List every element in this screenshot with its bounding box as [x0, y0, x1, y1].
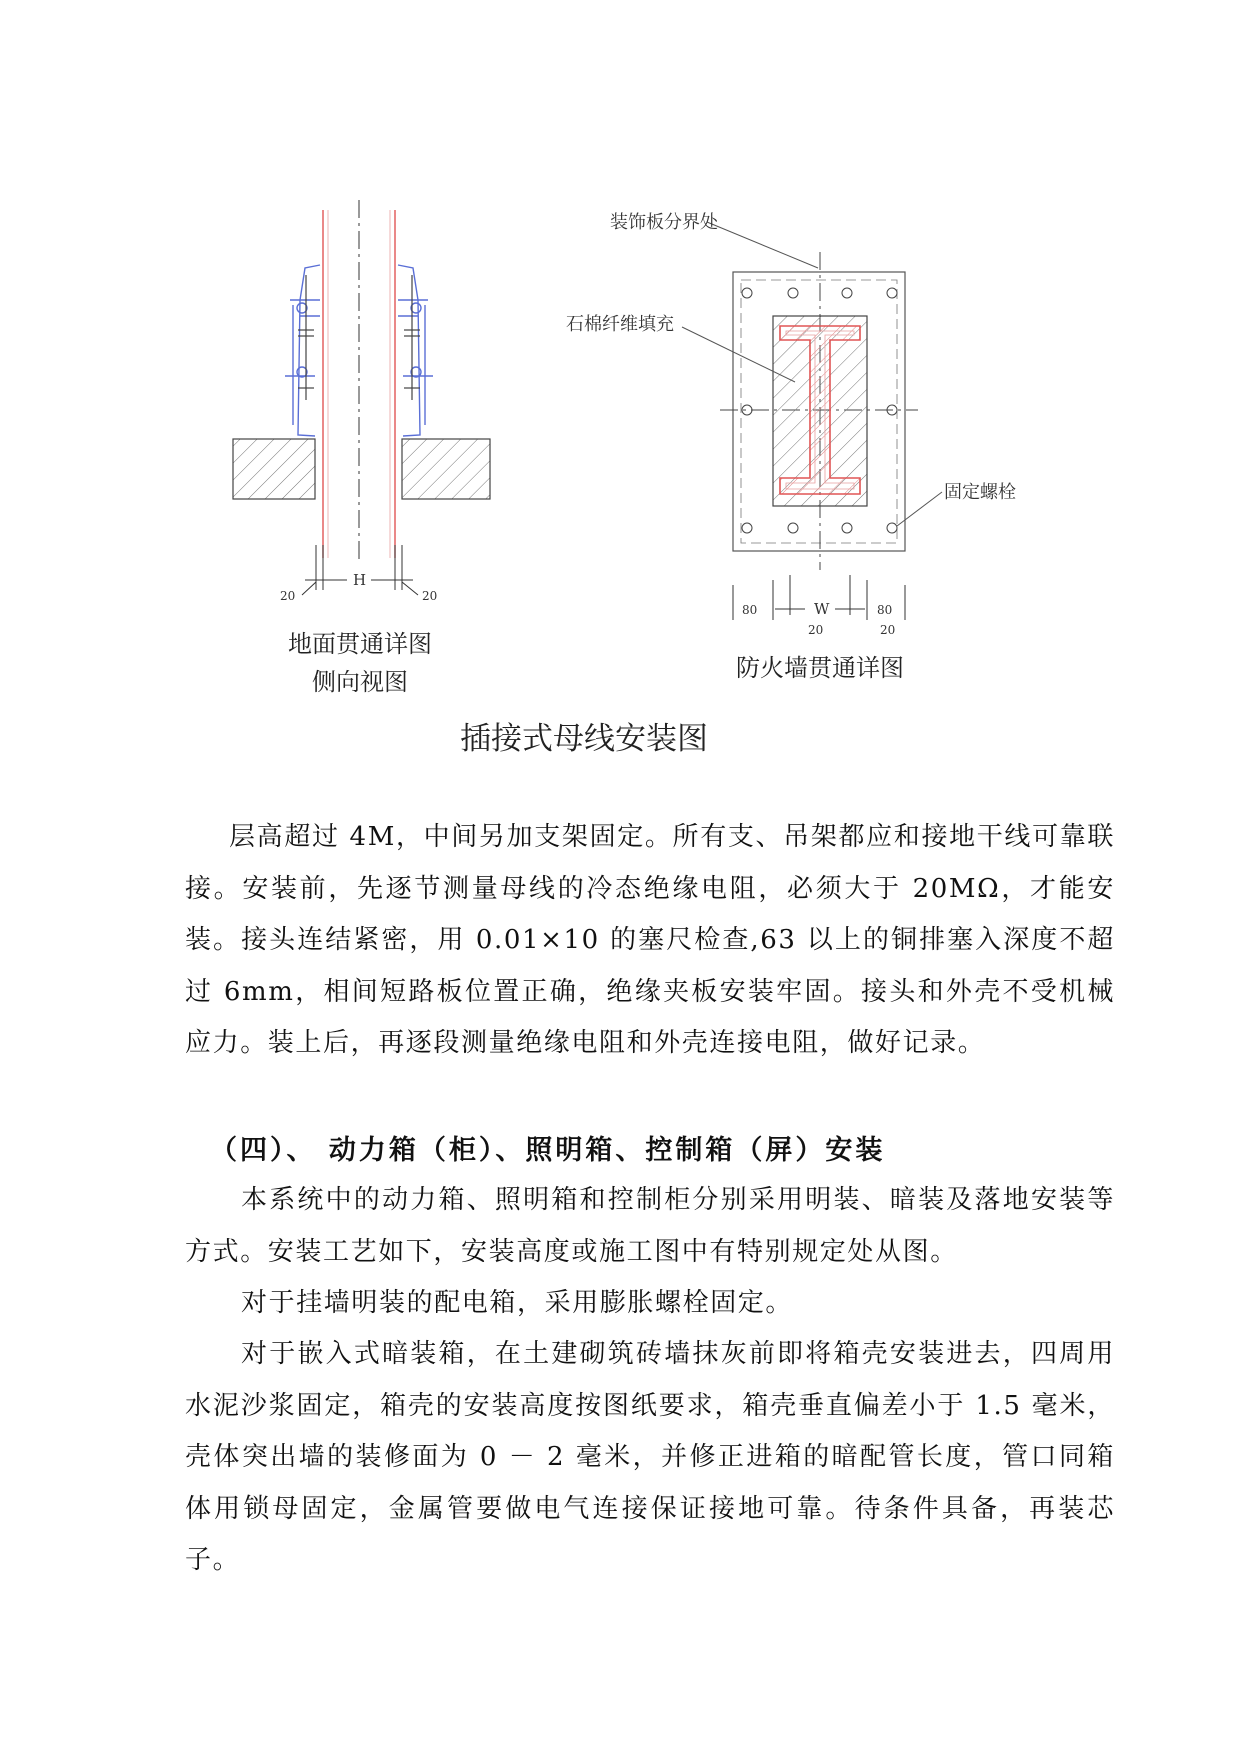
installation-figure — [0, 0, 1241, 760]
section-heading: （四）、 动力箱（柜）、照明箱、控制箱（屏）安装 — [210, 1135, 886, 1166]
dim-w: W — [814, 600, 830, 618]
paragraph-embedded-box: 对于嵌入式暗装箱，在土建砌筑砖墙抹灰前即将箱壳安装进去，四周用水泥沙浆固定，箱壳的安装高度按图纸要求，箱壳垂直偏差小于 1.5 毫米，壳体突出墙的装修面为 0 － 2 毫米，并修正进箱的暗配管长度，管口同箱体用锁母固定，金属管要做电气连接保证接地可靠。待条件具备，再装芯子。 — [185, 1339, 1115, 1575]
label-boundary: 装饰板分界处 — [610, 212, 718, 233]
dim-left-20: 20 — [280, 589, 296, 603]
floor-penetration-diagram — [233, 200, 490, 595]
label-fill: 石棉纤维填充 — [566, 314, 674, 335]
caption-firewall-penetration: 防火墙贯通详图 — [736, 654, 904, 682]
caption-floor-penetration: 地面贯通详图 — [288, 630, 432, 658]
dim-h: H — [353, 571, 367, 589]
dim-80-right: 80 — [877, 603, 893, 617]
label-bolt: 固定螺栓 — [944, 482, 1016, 503]
caption-side-view: 侧向视图 — [312, 668, 408, 696]
paragraph-busbar-installation: 层高超过 4M，中间另加支架固定。所有支、吊架都应和接地干线可靠联接。安装前，先逐节测量母线的冷态绝缘电阻，必须大于 20MΩ，才能安装。接头连结紧密，用 0.01×10 的塞尺检查,63 以上的铜排塞入深度不超过 6mm，相间短路板位置正确，绝缘夹板安装牢固。接头和外壳不受机械应力。装上后，再逐段测量绝缘电阻和外壳连接电阻，做好记录。 — [185, 822, 1115, 1058]
dim-20-right: 20 — [880, 623, 896, 637]
firewall-penetration-diagram — [682, 222, 942, 620]
dim-20-left: 20 — [808, 623, 824, 637]
dim-right-20: 20 — [422, 589, 438, 603]
figure-title: 插接式母线安装图 — [460, 721, 708, 757]
paragraph-wall-mounted: 对于挂墙明装的配电箱，采用膨胀螺栓固定。 — [241, 1288, 794, 1318]
paragraph-system-boxes: 本系统中的动力箱、照明箱和控制柜分别采用明装、暗装及落地安装等方式。安装工艺如下，安装高度或施工图中有特别规定处从图。 — [185, 1185, 1115, 1267]
dim-80-left: 80 — [742, 603, 758, 617]
